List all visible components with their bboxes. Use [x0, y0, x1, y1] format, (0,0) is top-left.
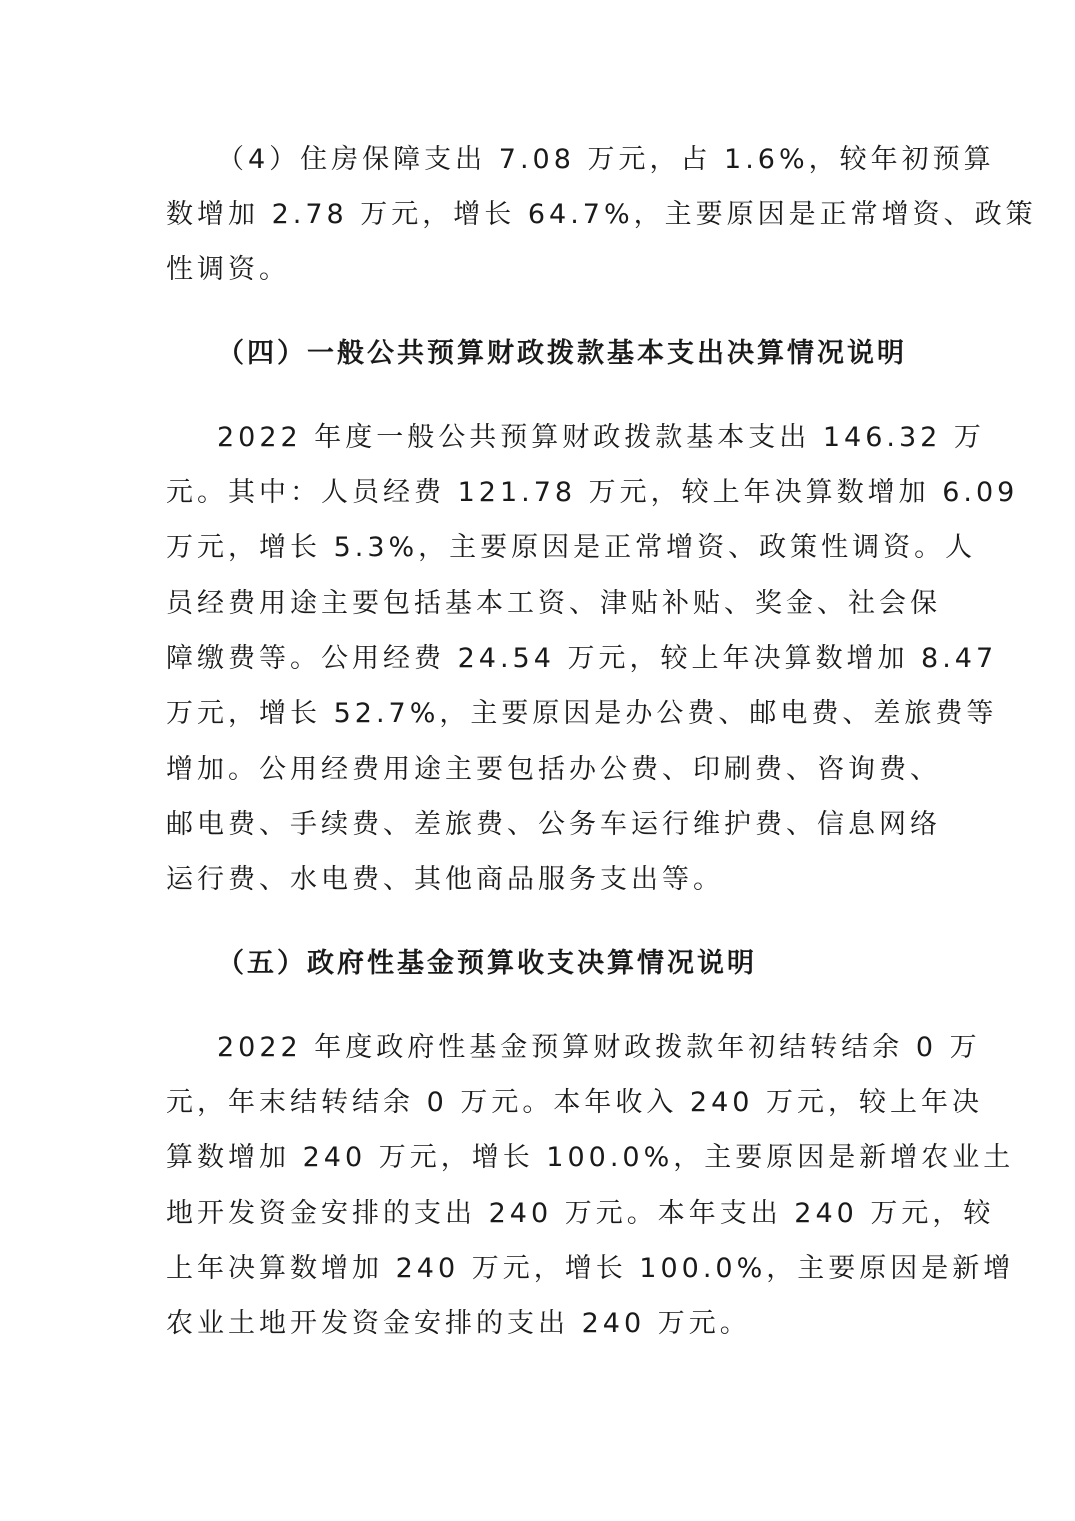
paragraph-line: 算数增加 240 万元，增长 100.0%，主要原因是新增农业土	[166, 1142, 1015, 1173]
paragraph-line: 性调资。	[166, 254, 290, 285]
section-heading-5: （五）政府性基金预算收支决算情况说明	[217, 948, 757, 979]
paragraph-line: 2022 年度政府性基金预算财政拨款年初结转结余 0 万	[217, 1032, 981, 1063]
paragraph-line: 地开发资金安排的支出 240 万元。本年支出 240 万元，较	[166, 1198, 995, 1229]
paragraph-line: 员经费用途主要包括基本工资、津贴补贴、奖金、社会保	[166, 588, 941, 619]
paragraph-line: 元，年末结转结余 0 万元。本年收入 240 万元，较上年决	[166, 1087, 984, 1118]
paragraph-line: 万元，增长 5.3%，主要原因是正常增资、政策性调资。人	[166, 532, 977, 563]
paragraph-line: 万元，增长 52.7%，主要原因是办公费、邮电费、差旅费等	[166, 698, 998, 729]
paragraph-line: 上年决算数增加 240 万元，增长 100.0%，主要原因是新增	[166, 1253, 1015, 1284]
paragraph-line: 邮电费、手续费、差旅费、公务车运行维护费、信息网络	[166, 809, 941, 840]
paragraph-line: 运行费、水电费、其他商品服务支出等。	[166, 864, 724, 895]
paragraph-line: 障缴费等。公用经费 24.54 万元，较上年决算数增加 8.47	[166, 643, 998, 674]
section-heading-4: （四）一般公共预算财政拨款基本支出决算情况说明	[217, 338, 907, 369]
paragraph-line: （4）住房保障支出 7.08 万元，占 1.6%，较年初预算	[217, 144, 995, 175]
paragraph-line: 农业土地开发资金安排的支出 240 万元。	[166, 1308, 751, 1339]
paragraph-line: 数增加 2.78 万元，增长 64.7%，主要原因是正常增资、政策	[166, 199, 1037, 230]
paragraph-line: 2022 年度一般公共预算财政拨款基本支出 146.32 万	[217, 422, 985, 453]
paragraph-line: 增加。公用经费用途主要包括办公费、印刷费、咨询费、	[166, 754, 941, 785]
paragraph-line: 元。其中：人员经费 121.78 万元，较上年决算数增加 6.09	[166, 477, 1019, 508]
